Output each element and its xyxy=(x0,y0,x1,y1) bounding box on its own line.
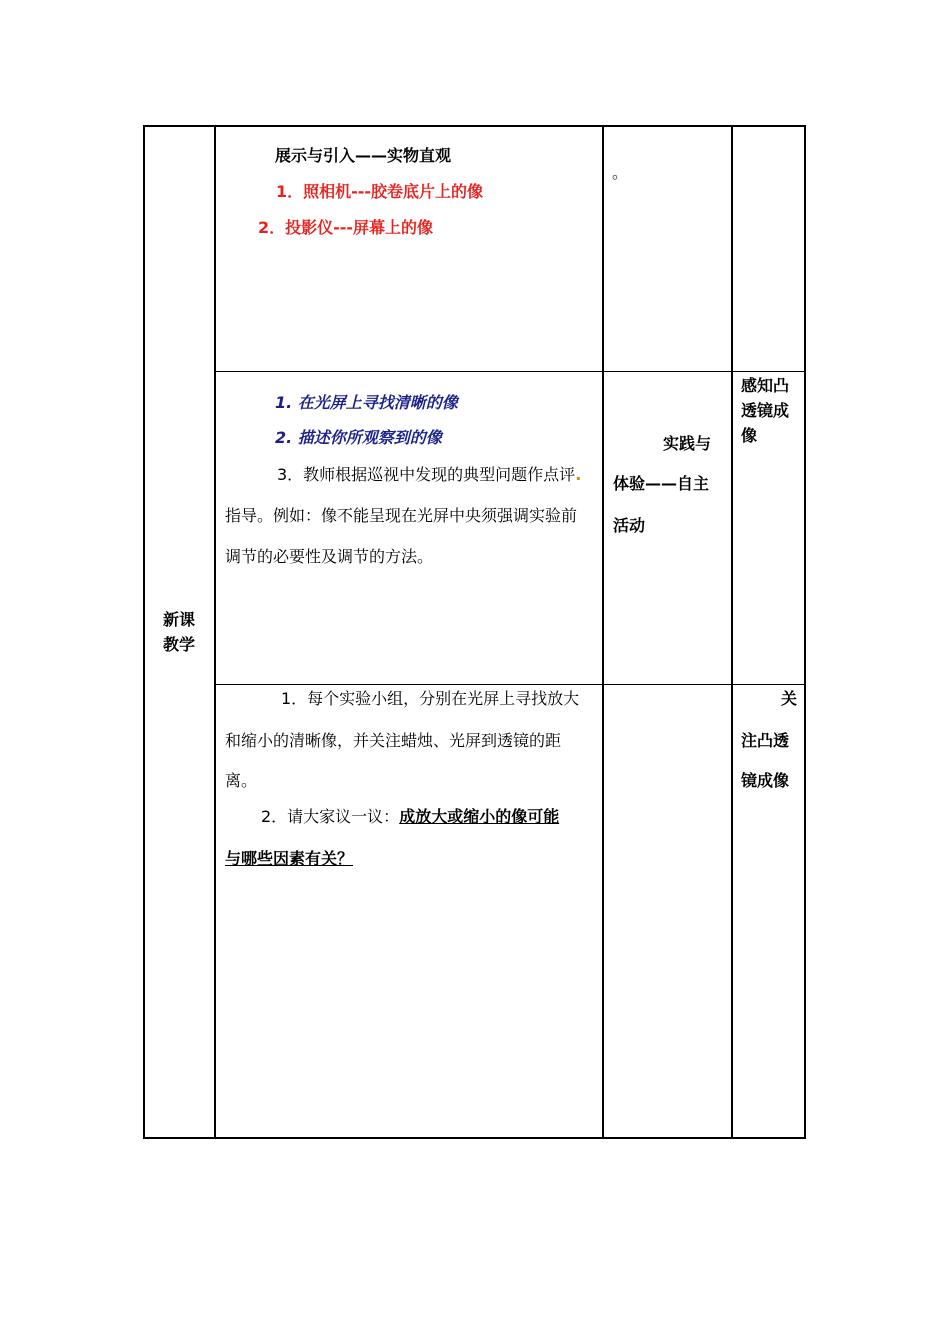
row3-col4-line2: 注凸透 xyxy=(741,731,790,750)
row2-col3-line2: 体验——自主 xyxy=(613,474,710,493)
row2-item3-line2: 指导。例如：像不能呈现在光屏中央须强调实验前 xyxy=(225,506,578,525)
row-divider-1 xyxy=(214,371,805,372)
row3-item2-question-start: 成放大或缩小的像可能 xyxy=(399,807,560,826)
row3-item2-prefix: 2．请大家议一议： xyxy=(261,807,400,826)
row2-col3-line3: 活动 xyxy=(613,516,646,535)
row2-item3-line1 xyxy=(277,465,581,485)
row3-item2-line1 xyxy=(261,807,559,827)
row3-item1-line3: 离。 xyxy=(225,771,258,790)
section-label-line2: 教学 xyxy=(163,635,196,654)
row3-col4-line1: 关 xyxy=(781,689,798,708)
row2-col3-line1: 实践与 xyxy=(663,434,712,453)
section-label-line1: 新课 xyxy=(163,610,196,629)
row2-item-find-image: 1. 在光屏上寻找清晰的像 xyxy=(275,393,458,412)
row2-col4-line1: 感知凸 xyxy=(741,376,790,395)
row2-item3-text: 3．教师根据巡视中发现的典型问题作点评 xyxy=(277,465,576,484)
row-divider-2 xyxy=(214,684,805,685)
row2-col4-line3: 像 xyxy=(741,426,758,445)
row3-item1-line2: 和缩小的清晰像，并关注蜡烛、光屏到透镜的距 xyxy=(225,731,562,750)
row3-col4-line3: 镜成像 xyxy=(741,771,790,790)
column-divider-3 xyxy=(731,125,733,1139)
row2-col4-line2: 透镜成 xyxy=(741,401,790,420)
row1-item-camera: 1．照相机---胶卷底片上的像 xyxy=(276,182,484,201)
row1-col3-mark: 。 xyxy=(612,163,629,182)
row2-item3-mark: . xyxy=(575,465,582,484)
row1-item-projector: 2．投影仪---屏幕上的像 xyxy=(258,218,434,237)
column-divider-1 xyxy=(214,125,216,1139)
table-border xyxy=(143,125,806,1139)
row3-item1-line1: 1．每个实验小组，分别在光屏上寻找放大 xyxy=(281,689,580,708)
row1-title: 展示与引入——实物直观 xyxy=(275,146,452,165)
row2-item-describe-image: 2. 描述你所观察到的像 xyxy=(275,428,442,447)
row2-item3-line3: 调节的必要性及调节的方法。 xyxy=(225,547,434,566)
column-divider-2 xyxy=(602,125,604,1139)
row3-item2-question-end: 与哪些因素有关？ xyxy=(225,849,354,868)
